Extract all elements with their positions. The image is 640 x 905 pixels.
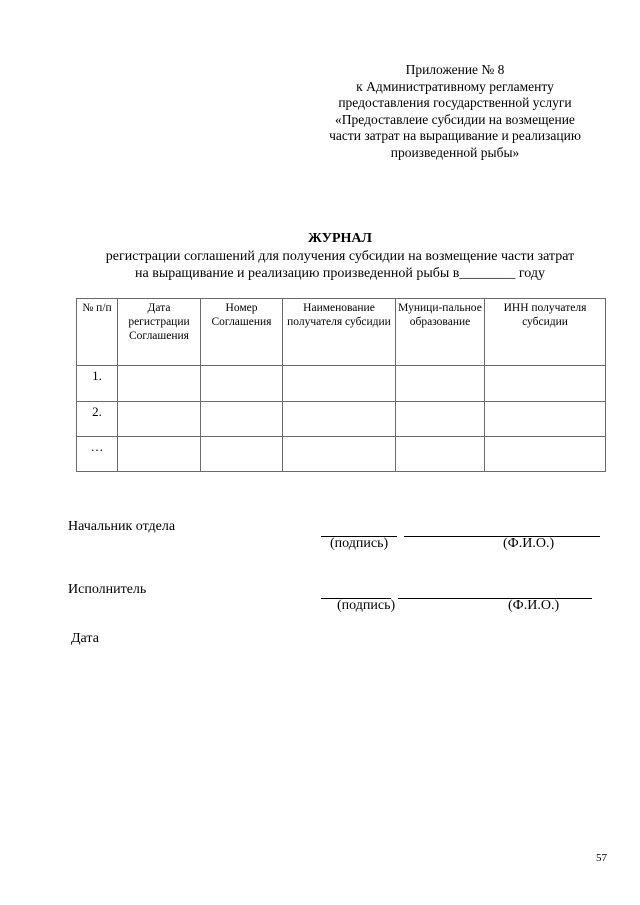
journal-subtitle-line: на выращивание и реализацию произведенной рыбы в________ году (135, 266, 545, 281)
header-agreement-number: Номер Соглашения (201, 299, 283, 366)
executor-name-caption: (Ф.И.О.) (508, 598, 560, 613)
table-cell (283, 437, 396, 472)
table-cell (118, 366, 201, 402)
table-cell (283, 402, 396, 437)
page-number: 57 (596, 852, 607, 864)
row-number: 2. (77, 402, 118, 437)
appendix-line: к Административному регламенту (356, 78, 554, 94)
head-name-line (404, 536, 600, 537)
table-cell (485, 402, 606, 437)
appendix-line: произведенной рыбы» (390, 144, 520, 160)
header-recipient-name: Наименование получателя субсидии (283, 299, 396, 366)
journal-title: ЖУРНАЛ (308, 231, 372, 246)
table-cell (396, 402, 485, 437)
header-registration-date: Дата регистрации Соглашения (118, 299, 201, 366)
appendix-line: Приложение № 8 (405, 62, 505, 77)
head-name-caption: (Ф.И.О.) (503, 536, 555, 551)
header-recipient-inn: ИНН получателя субсидии (485, 299, 606, 366)
executor-signature-caption: (подпись) (337, 598, 396, 613)
row-number: … (77, 437, 118, 472)
table-cell (283, 366, 396, 402)
table-cell (485, 366, 606, 402)
table-cell (118, 437, 201, 472)
journal-subtitle-line: регистрации соглашений для получения субсидии на возмещение части затрат (105, 249, 575, 264)
appendix-line: предоставления государственной услуги (338, 95, 572, 110)
table-row (77, 402, 606, 437)
journal-subtitle (60, 248, 620, 282)
header-number: № п/п (77, 299, 118, 366)
table-row (77, 437, 606, 472)
executor-name-line (398, 598, 592, 599)
header-municipality: Муници-пальное образование (396, 299, 485, 366)
table-row (77, 366, 606, 402)
table-cell (201, 437, 283, 472)
table-cell (201, 366, 283, 402)
head-signature-caption: (подпись) (330, 536, 389, 551)
date-label: Дата (71, 631, 99, 646)
registration-table (76, 298, 606, 472)
table-cell (396, 437, 485, 472)
table-header-row (77, 299, 606, 366)
head-of-department-label: Начальник отдела (68, 519, 176, 534)
appendix-block (305, 62, 605, 161)
row-number: 1. (77, 366, 118, 402)
appendix-line: «Предоставлеие субсидии на возмещение (335, 111, 575, 127)
table-cell (118, 402, 201, 437)
executor-label: Исполнитель (68, 582, 147, 597)
table-cell (485, 437, 606, 472)
table-cell (201, 402, 283, 437)
table-cell (396, 366, 485, 402)
appendix-line: части затрат на выращивание и реализацию (329, 128, 581, 143)
